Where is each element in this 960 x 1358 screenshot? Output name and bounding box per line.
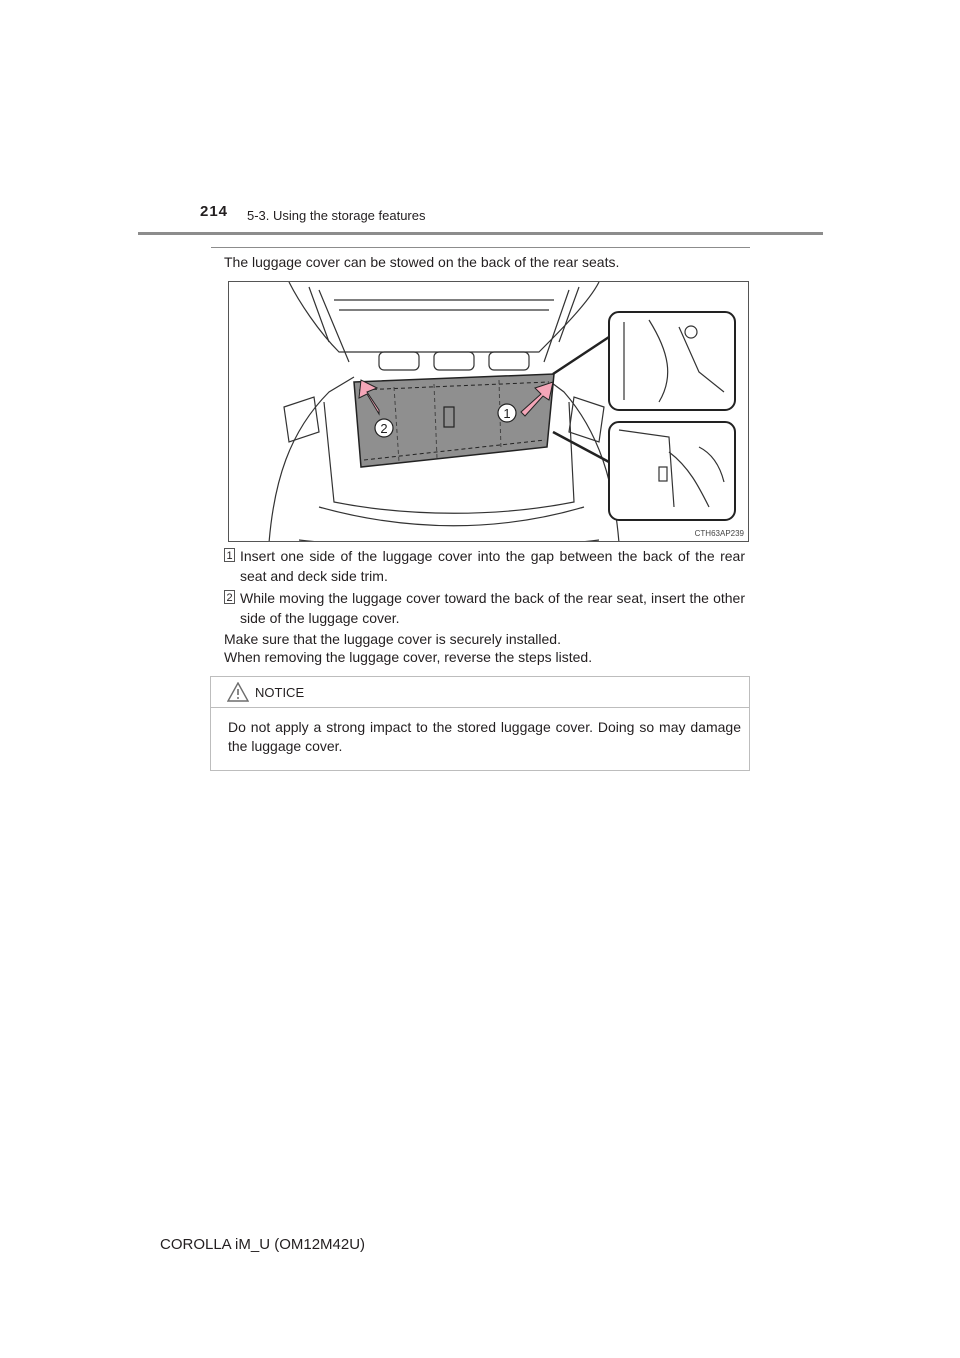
notice-box (210, 676, 750, 771)
callout-2 (375, 419, 393, 437)
sub-rule (211, 247, 750, 248)
figure-illustration (228, 281, 749, 542)
warning-triangle-icon (227, 682, 249, 702)
svg-text:1: 1 (503, 406, 511, 421)
notice-header (211, 677, 749, 708)
step-1-marker: 1 (224, 548, 235, 562)
notice-title: NOTICE (255, 685, 305, 700)
callout-1 (498, 404, 516, 422)
note-removing: When removing the luggage cover, reverse the steps listed. (224, 649, 593, 665)
step-1-text: Insert one side of the luggage cover into the gap between the back of the rear seat and deck side trim. (240, 548, 745, 584)
step-2 (224, 588, 745, 628)
intro-text: The luggage cover can be stowed on the back of the rear seats. (224, 254, 620, 270)
step-1 (224, 546, 745, 586)
note-installed: Make sure that the luggage cover is securely installed. (224, 631, 561, 647)
step-2-marker: 2 (224, 590, 235, 604)
step-2-text: While moving the luggage cover toward the back of the rear seat, insert the other side of the luggage cover. (240, 590, 745, 626)
figure-code: CTH63AP239 (694, 529, 744, 538)
luggage-cover-illustration (229, 282, 749, 542)
header-rule (138, 232, 823, 235)
footer-model: COROLLA iM_U (OM12M42U) (160, 1236, 366, 1253)
page-number: 214 (200, 203, 229, 220)
section-title: 5-3. Using the storage features (247, 208, 426, 223)
svg-text:2: 2 (380, 421, 388, 436)
notice-body: Do not apply a strong impact to the stored luggage cover. Doing so may damage the luggage cover. (228, 719, 741, 754)
